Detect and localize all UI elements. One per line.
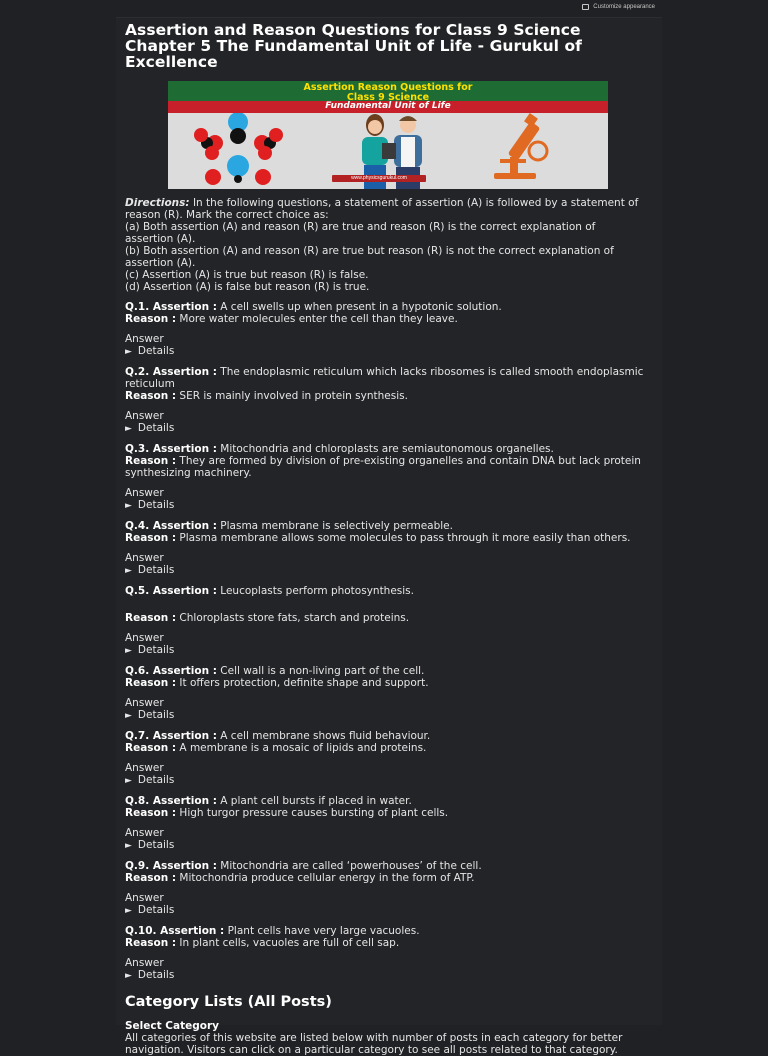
assertion-text: A plant cell bursts if placed in water. [216,795,412,807]
disclosure-triangle-icon: ► [125,347,132,357]
reason-label: Reason : [125,532,177,544]
banner-url: www.physicsgurukul.com [332,175,426,182]
answer-label: Answer [125,410,164,422]
details-label: Details [137,969,175,981]
answer-label: Answer [125,632,164,644]
assertion-text: Cell wall is a non-living part of the cell. [216,665,425,677]
question-item [125,520,645,544]
details-label: Details [137,774,175,786]
answer-block [125,762,645,787]
disclosure-triangle-icon: ► [125,501,132,511]
select-category-label: Select Category [125,1020,219,1032]
details-label: Details [137,839,175,851]
assertion-label: Q.8. Assertion : [125,795,217,807]
details-label: Details [137,422,175,434]
article-content [125,22,645,1056]
details-toggle[interactable] [125,774,645,787]
disclosure-triangle-icon: ► [125,906,132,916]
answer-block [125,892,645,917]
assertion-label: Q.3. Assertion : [125,443,217,455]
article-title: Assertion and Reason Questions for Class 9 Science Chapter 5 The Fundamental Unit of Life - Gurukul of Excellence [125,21,582,71]
disclosure-triangle-icon: ► [125,566,132,576]
assertion-label: Q.9. Assertion : [125,860,217,872]
directions [125,197,645,293]
details-toggle[interactable] [125,839,645,852]
details-toggle[interactable] [125,422,645,435]
banner-line-2: Class 9 Science [346,92,430,103]
disclosure-triangle-icon: ► [125,776,132,786]
disclosure-triangle-icon: ► [125,971,132,981]
question-item [125,301,645,325]
spacer [125,597,645,612]
assertion-text: Plasma membrane is selectively permeable. [216,520,453,532]
reason-label: Reason : [125,742,177,754]
directions-option-c: (c) Assertion (A) is true but reason (R) is false. [125,269,369,281]
customize-label: Customize appearance [593,4,655,10]
reason-label: Reason : [125,807,177,819]
category-heading: Category Lists (All Posts) [125,994,332,1010]
assertion-label: Q.5. Assertion : [125,585,217,597]
assertion-label: Q.2. Assertion : [125,366,217,378]
details-toggle[interactable] [125,345,645,358]
reason-text: Mitochondria produce cellular energy in the form of ATP. [176,872,475,884]
question-item [125,860,645,884]
answer-label: Answer [125,957,164,969]
microscope-illustration [494,113,547,179]
customize-icon [582,4,589,10]
question-item [125,925,645,949]
reason-label: Reason : [125,455,177,467]
customize-appearance-link[interactable] [582,4,655,10]
details-toggle[interactable] [125,969,645,982]
details-label: Details [137,709,175,721]
answer-block [125,487,645,512]
assertion-text: A cell swells up when present in a hypotonic solution. [216,301,502,313]
reason-text: High turgor pressure causes bursting of plant cells. [176,807,449,819]
answer-block [125,827,645,852]
details-toggle[interactable] [125,644,645,657]
question-item [125,730,645,754]
molecule-illustration [194,113,283,185]
answer-block [125,333,645,358]
details-toggle[interactable] [125,709,645,722]
answer-label: Answer [125,827,164,839]
disclosure-triangle-icon: ► [125,711,132,721]
details-toggle[interactable] [125,904,645,917]
reason-label: Reason : [125,313,177,325]
reason-text: It offers protection, definite shape and support. [176,677,429,689]
directions-option-b: (b) Both assertion (A) and reason (R) are true but reason (R) is not the correct explanation of assertion (A). [125,245,614,269]
disclosure-triangle-icon: ► [125,841,132,851]
assertion-text: Leucoplasts perform photosynthesis. [216,585,414,597]
assertion-label: Q.10. Assertion : [125,925,225,937]
article-banner-image [168,81,608,189]
question-item [125,366,645,402]
assertion-label: Q.6. Assertion : [125,665,217,677]
assertion-text: Mitochondria are called ‘powerhouses’ of the cell. [216,860,482,872]
reason-text: SER is mainly involved in protein synthesis. [176,390,408,402]
question-item [125,585,645,624]
reason-text: They are formed by division of pre-existing organelles and contain DNA but lack protein synthesizing machinery. [125,455,641,479]
details-toggle[interactable] [125,564,645,577]
assertion-text: A cell membrane shows fluid behaviour. [216,730,431,742]
answer-block [125,632,645,657]
question-item [125,795,645,819]
directions-text: In the following questions, a statement of assertion (A) is followed by a statement of reason (R). Mark the correct choice as: [125,197,639,221]
assertion-label: Q.1. Assertion : [125,301,217,313]
assertion-text: Plant cells have very large vacuoles. [224,925,420,937]
banner-line-1: Assertion Reason Questions for [303,82,473,93]
reason-label: Reason : [125,390,177,402]
details-label: Details [137,904,175,916]
answer-label: Answer [125,762,164,774]
answer-block [125,410,645,435]
answer-label: Answer [125,487,164,499]
reason-label: Reason : [125,872,177,884]
details-label: Details [137,644,175,656]
top-bar [0,0,768,16]
directions-label: Directions: [125,197,190,209]
disclosure-triangle-icon: ► [125,646,132,656]
banner-line-3: Fundamental Unit of Life [325,101,451,111]
answer-block [125,957,645,982]
answer-label: Answer [125,892,164,904]
category-description: All categories of this website are listed below with number of posts in each category for better navigation. Visitors can click on a particular category to see all posts related to that category. [125,1032,623,1056]
disclosure-triangle-icon: ► [125,424,132,434]
answer-label: Answer [125,333,164,345]
answer-label: Answer [125,697,164,709]
details-label: Details [137,564,175,576]
reason-text: Plasma membrane allows some molecules to pass through it more easily than others. [176,532,631,544]
directions-option-d: (d) Assertion (A) is false but reason (R) is true. [125,281,370,293]
reason-text: More water molecules enter the cell than they leave. [176,313,458,325]
reason-text: A membrane is a mosaic of lipids and proteins. [176,742,427,754]
question-item [125,665,645,689]
answer-label: Answer [125,552,164,564]
reason-text: In plant cells, vacuoles are full of cell sap. [176,937,400,949]
details-label: Details [137,499,175,511]
assertion-label: Q.4. Assertion : [125,520,217,532]
assertion-label: Q.7. Assertion : [125,730,217,742]
reason-label: Reason : [125,937,177,949]
question-item [125,443,645,479]
reason-label: Reason : [125,677,177,689]
answer-block [125,552,645,577]
details-label: Details [137,345,175,357]
directions-option-a: (a) Both assertion (A) and reason (R) are true and reason (R) is the correct explanation of assertion (A). [125,221,596,245]
details-toggle[interactable] [125,499,645,512]
reason-label: Reason : [125,612,177,624]
reason-text: Chloroplasts store fats, starch and proteins. [176,612,410,624]
assertion-text: Mitochondria and chloroplasts are semiautonomous organelles. [216,443,554,455]
assertion-text: The endoplasmic reticulum which lacks ribosomes is called smooth endoplasmic reticulum [125,366,644,390]
question-list [125,301,645,982]
answer-block [125,697,645,722]
